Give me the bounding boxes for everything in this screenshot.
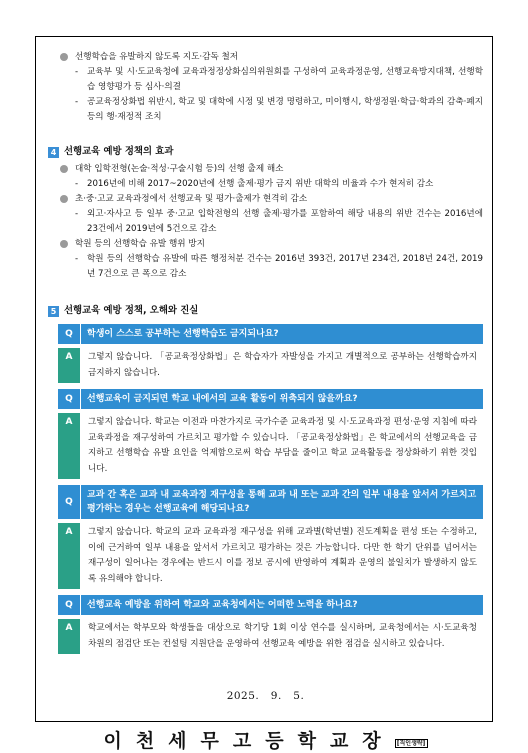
seal-omitted-mark: [직인생략]: [396, 739, 426, 747]
answer-mark-label: A: [58, 348, 80, 383]
sub-item-text: 2016년에 비해 2017~2020년에 선행 출제·평가 금지 위반 대학의 비율과 수가 현저히 감소: [87, 179, 434, 189]
answer-text: 그렇지 않습니다. 학교는 이전과 마찬가지로 국가수준 교육과정 및 시·도교육과정 편성·운영 지침에 따라 교육과정을 재구성하여 가르치고 평가할 수 있습니다. 「공교육정상화법」은 학교에서의 선행교육을 금지하고 선행학습 유발 요인을 억제함으로써 학습 부담을 줄이고 학교 교육활동을 정상화하기 위한 것입니다.: [88, 417, 477, 474]
answer-text: 그렇지 않습니다. 학교의 교과 교육과정 재구성을 위해 교과별(학년별) 진도계획을 편성 또는 수정하고, 이에 근거하여 일부 내용을 앞서서 가르치고 평가하는 것은 가능합니다. 다만 한 학기 단위를 넘어서는 재구성이 일어나는 경우에는 반드시 이를 정보 공시에 반영하여 계획과 운영의 불일치가 발생하지 않도록 유의해야 합니다.: [88, 527, 477, 584]
question-mark-label: Q: [65, 497, 73, 507]
question-box: [58, 485, 483, 519]
section-title: 선행교육 예방 정책의 효과: [64, 146, 174, 157]
question-box: [58, 324, 483, 344]
section3-tail: [48, 50, 483, 125]
bullet-text: 선행학습을 유발하지 않도록 지도·감독 철저: [75, 52, 239, 62]
sub-item: [48, 177, 483, 192]
question-text: 학생이 스스로 공부하는 선행학습도 금지되나요?: [80, 324, 483, 344]
circle-bullet-icon: [60, 240, 68, 248]
sub-item: [48, 65, 483, 95]
sub-item: [48, 207, 483, 237]
question-text: 선행교육이 금지되면 학교 내에서의 교육 활동이 위축되지 않을까요?: [80, 389, 483, 409]
bullet-text: 대학 입학전형(논술·적성·구술시험 등)의 선행 출제 해소: [75, 164, 284, 174]
bullet-text: 초·중·고교 교육과정에서 선행교육 및 평가·출제가 현격히 감소: [75, 194, 308, 204]
circle-bullet-icon: [60, 165, 68, 173]
question-box: [58, 595, 483, 615]
bullet-item: [48, 192, 483, 207]
bullet-item: [48, 237, 483, 252]
section-title: 선행교육 예방 정책, 오해와 진실: [64, 305, 199, 316]
bullet-item: [48, 50, 483, 65]
dash-icon: -: [75, 67, 79, 77]
answer-box: [58, 348, 483, 383]
dash-icon: -: [75, 254, 79, 264]
answer-box: [58, 619, 483, 654]
signer-line: [48, 726, 483, 753]
dash-icon: -: [75, 97, 79, 107]
section-number-badge: 5: [48, 306, 59, 317]
sub-item: [48, 95, 483, 125]
section-heading: [48, 145, 483, 159]
question-box: [58, 389, 483, 409]
section-heading: [48, 304, 483, 318]
answer-box: [58, 413, 483, 479]
sub-item: [48, 252, 483, 282]
school-principal-title: 이천세무고등학교장: [103, 730, 395, 752]
dash-icon: -: [75, 179, 79, 189]
section-number-badge: 4: [48, 147, 59, 158]
circle-bullet-icon: [60, 195, 68, 203]
answer-box: [58, 523, 483, 589]
bullet-text: 학원 등의 선행학습 유발 행위 방지: [75, 239, 205, 249]
sub-item-text: 공교육정상화법 위반시, 학교 및 대학에 시정 및 변경 명령하고, 미이행시, 학생정원·학급·학과의 감축·폐지 등의 행·재정적 조치: [87, 97, 483, 122]
qa-list: [58, 324, 483, 654]
dash-icon: -: [75, 209, 79, 219]
answer-text: 학교에서는 학부모와 학생들을 대상으로 학기당 1회 이상 연수를 실시하며, 교육청에서는 시·도교육청 차원의 점검단 또는 컨설팅 지원단을 운영하여 선행교육 예방을 위한 점검을 실시하고 있습니다.: [88, 623, 477, 649]
question-mark-label: Q: [65, 329, 73, 339]
question-mark-label: Q: [65, 394, 73, 404]
document-date: 2025. 9. 5.: [226, 690, 305, 702]
sub-item-text: 외고·자사고 등 일부 중·고교 입학전형의 선행 출제·평가를 포함하여 해당 내용의 위반 건수는 2016년에 23건에서 2019년에 5건으로 감소: [87, 209, 483, 234]
bullet-item: [48, 162, 483, 177]
answer-mark-label: A: [58, 413, 80, 479]
document-body: [48, 50, 483, 753]
sub-item-text: 교육부 및 시·도교육청에 교육과정정상화심의위원회를 구성하여 교육과정운영, 선행교육방지대책, 선행학습 영향평가 등 심사·의결: [87, 67, 483, 92]
circle-bullet-icon: [60, 53, 68, 61]
answer-mark-label: A: [58, 523, 80, 589]
question-text: 교과 간 혹은 교과 내 교육과정 재구성을 통해 교과 내 또는 교과 간의 일부 내용을 앞서서 가르치고 평가하는 경우는 선행교육에 해당되나요?: [80, 485, 483, 519]
answer-mark-label: A: [58, 619, 80, 654]
question-text: 선행교육 예방을 위하여 학교와 교육청에서는 어떠한 노력을 하나요?: [80, 595, 483, 615]
question-mark-label: Q: [65, 600, 73, 610]
sub-item-text: 학원 등의 선행학습 유발에 따른 행정처분 건수는 2016년 393건, 2017년 234건, 2018년 24건, 2019년 7건으로 큰 폭으로 감소: [87, 254, 483, 279]
answer-text: 그렇지 않습니다. 「공교육정상화법」은 학습자가 자발성을 가지고 개별적으로 공부하는 선행학습까지 금지하지 않습니다.: [88, 352, 477, 378]
